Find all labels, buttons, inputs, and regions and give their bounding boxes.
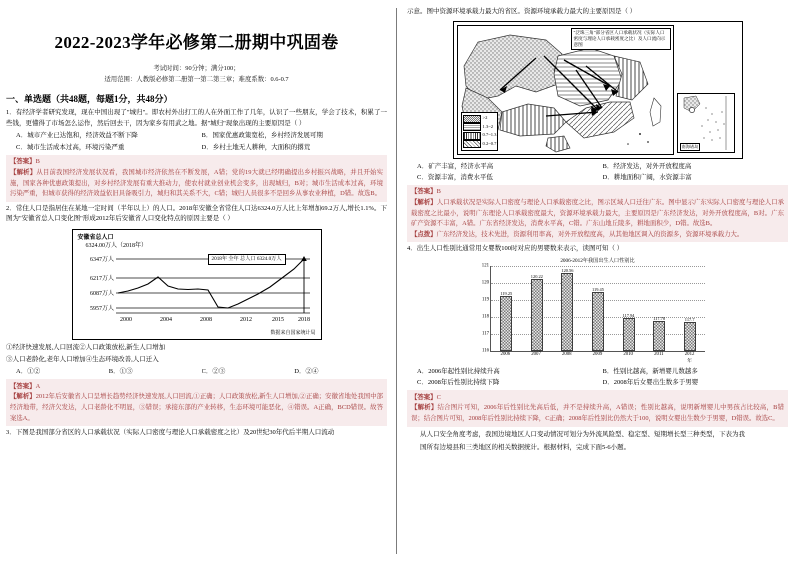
tip-text: 广东经济发达，技术先进，资源利用率高，对外开放程度高，从其他地区调入的资源多，资源环境承载力大。 (436, 230, 744, 238)
option-b[interactable]: B．国家优惠政策宽松，乡村经济发展可期 (201, 132, 323, 140)
legend-row (463, 132, 497, 140)
map-inset-south-china-sea (677, 93, 735, 153)
bar-value-label: 120.56 (561, 268, 574, 274)
option-c[interactable]: C．2008年后性别比持续下降 (417, 379, 500, 387)
svg-text:6217万人: 6217万人 (89, 276, 114, 282)
question-1-stem: 1．有经济学者研究发现，现在中国出现了"城归"。即农村外出打工的人在外面工作了几年，认识了一些朋友，学会了技术，积累了一些钱，更懂得了市场怎么运作，然后回去干，因为家乡有用武之地。据"城归"现象出现的主要原因是（ ） (6, 109, 387, 127)
passage-intro-line-2: 国所有边境县和三类地区的相关数据统计。根据材料，完成下面5-6小题。 (420, 444, 631, 452)
option-d[interactable]: D．②④ (294, 368, 319, 376)
bar-value-label: 117.7 (684, 317, 695, 323)
page-title: 2022-2023学年必修第二册期中巩固卷 (54, 33, 339, 52)
map-note-box: "泛珠三角"部分省区人口承载状况（实际人口密度与理论人口承载密度之比）及人口流向示意图 (571, 28, 671, 51)
question-2-options (6, 366, 387, 377)
legend-swatch-0-7-1-3 (463, 132, 481, 140)
answer-value: B (35, 158, 40, 166)
option-c[interactable]: C．资源丰富，消费水平低 (417, 173, 493, 181)
answer-label: 【答案】 (10, 158, 36, 166)
legend-row (463, 140, 497, 148)
analysis-line (10, 392, 383, 424)
answer-value: C (436, 393, 441, 401)
bar-value-label: 117.78 (653, 315, 666, 321)
option-a[interactable]: A．2006年起性别比持续升高 (417, 368, 500, 375)
bar-series (491, 266, 705, 351)
answer-line (10, 382, 383, 393)
answer-line (411, 393, 784, 404)
bar-chart-plot-area (481, 263, 705, 354)
bar-item (561, 266, 573, 351)
option-b[interactable]: B．性别比越高，新增婴儿数越多 (602, 368, 698, 375)
x-tick-label: 2007 (531, 352, 541, 357)
legend-label: 0.2~0.7 (482, 140, 497, 146)
y-tick-label: 121 (481, 263, 489, 269)
sex-ratio-bar-chart (453, 257, 743, 364)
bar-rect (531, 279, 543, 351)
line-chart-title (78, 234, 316, 250)
question-2-stem: 2．常住人口是指居住在某地一定时间（半年以上）的人口。2018年安徽全省常住人口达6324.0万人比上年增加69.2万人,增长1.1%。下图为"安徽省总人口变化图"形成2012年后安徽省人口变化特点的原因主要是（ ） (6, 204, 387, 223)
question-4-options (407, 366, 788, 388)
bar-rect (561, 273, 573, 351)
svg-text:6347万人: 6347万人 (89, 257, 114, 263)
analysis-line (411, 198, 784, 230)
analysis-label: 【解析】 (10, 168, 37, 176)
x-tick-label: 2008 (561, 352, 572, 357)
svg-text:5957万人: 5957万人 (89, 306, 114, 312)
question-3-stem-right: 示意。图中资源环境承载力最大的省区。资源环境承载力最大的主要原因是（ ） (407, 8, 637, 15)
x-axis-unit: 年 (687, 359, 692, 364)
answer-label: 【答案】 (411, 188, 437, 196)
answer-line (10, 157, 383, 168)
legend-swatch-0-2-0-7 (463, 140, 481, 148)
y-tick-label: 116 (481, 348, 489, 354)
line-chart-source: 数据来自国家统计局 (270, 331, 316, 336)
bar-rect (684, 322, 696, 351)
analysis-text: 从目前我国经济发展状况看，我国城市经济依然在不断发展，A错；党的19大就已经明确提出乡村振兴战略，并且开始实施，国家各种优惠政策提出，对乡村经济发展有重大推动力，使农村就业创业机会变多，出现城归，B对；城市生活成本过高，环境污染严重，但城市获得的经济效益依旧具备吸引力，城归和其关系不大，C错；城归人员很多不是回乡从事农业种植，D错。故选B。 (10, 168, 383, 198)
bar-chart-x-labels (490, 352, 705, 364)
x-tick-label: 2006 (500, 352, 511, 357)
map-main-panel (457, 25, 674, 155)
bar-value-label: 119.45 (592, 287, 604, 293)
map-legend (461, 112, 499, 151)
right-column (397, 0, 794, 562)
answer-label: 【答案】 (10, 382, 36, 390)
option-c[interactable]: C．②③ (201, 368, 226, 376)
analysis-line (10, 168, 383, 200)
y-tick-label: 119 (481, 297, 489, 303)
bar-value-label: 117.94 (622, 313, 635, 319)
svg-text:2018: 2018 (297, 317, 310, 323)
legend-row (463, 115, 497, 123)
question-4-stem: 4．出生人口性别比通常用女婴数100时对应的男婴数来表示，读图可知（ ） (407, 245, 624, 253)
line-chart-plot-area (78, 251, 316, 328)
answer-value: A (35, 382, 41, 390)
svg-text:2004: 2004 (159, 317, 172, 323)
map-inset-label: 南海诸岛 (681, 143, 699, 149)
svg-text:2000: 2000 (119, 317, 132, 323)
question-3-stem-left: 3．下图是我国部分省区的人口承载状况（实际人口密度与理论人口承载密度之比）及20世纪30年代后半期人口流动 (6, 429, 335, 437)
x-tick-last-year: 2012 (684, 352, 695, 357)
option-a[interactable]: A．矿产丰富，经济水平高 (417, 162, 494, 170)
bar-rect (623, 318, 635, 351)
svg-text:2015: 2015 (271, 317, 284, 323)
question-1-answer-block (6, 155, 387, 202)
option-b[interactable]: B．①③ (108, 368, 133, 376)
passage-intro-line-1: 从人口安全角度考虑，我国边境地区人口变动情况可划分为外流风险型、稳定型、短期增长型三种类型，下表为我 (420, 430, 745, 438)
svg-text:6087万人: 6087万人 (89, 291, 114, 297)
pearl-river-delta-map-figure (453, 21, 743, 159)
svg-text:2012: 2012 (239, 317, 252, 323)
option-c[interactable]: C．城市生活成本过高，环境污染严重 (16, 143, 125, 151)
y-tick-label: 118 (481, 314, 489, 320)
legend-label: >2 (482, 115, 488, 121)
line-chart-title-text: 安徽省总人口 (77, 234, 114, 241)
analysis-label: 【解析】 (10, 393, 36, 401)
answer-line (411, 187, 784, 198)
question-1-options (6, 130, 387, 152)
analysis-label: 【解析】 (411, 198, 437, 206)
analysis-label: 【解析】 (411, 404, 438, 412)
bar-item (592, 266, 604, 351)
bar-item (653, 266, 665, 351)
bar-rect (592, 292, 604, 351)
question-3-options (407, 161, 788, 183)
x-tick-label: 2011 (654, 352, 664, 357)
question-2-sub-options-2: ③人口老龄化,老年人口增加④生态环境改善,人口迁入 (6, 355, 159, 363)
answer-value: B (436, 188, 441, 196)
bar-rect (500, 296, 512, 351)
tip-label: 【点拨】 (411, 230, 437, 238)
line-chart-callout: 2018年 全年 总人口 6324.0万人 (208, 254, 286, 265)
y-tick-label: 120 (481, 280, 489, 286)
exam-info-line: 考试时间：90分钟；满分100； (153, 65, 240, 72)
analysis-text: 人口承载状况是实际人口密度与理论人口承载密度之比，图示区域人口迁往广东。图中显示广东实际人口密度与理论人口承载密度之比最小，说明广东理论人口承载密度最大，资源环境承载力最大，主要原因是广东经济发达，对外开放程度高，B对。广东矿产资源不丰富，A错。广东省经济发达，消费水平高，C错。广东山地丘陵多，耕地面积少，D错。故选B。 (411, 198, 785, 228)
option-d[interactable]: D．乡村土地无人耕种，大面积的撂荒 (201, 143, 311, 151)
option-d[interactable]: D．耕地面积广阔，水资源丰富 (602, 173, 692, 181)
analysis-line (411, 403, 784, 424)
analysis-text: 结合图片可知，2006年后性别比先高后低，并不是持续升高，A错误；性别比越高，说明新增婴儿中男孩占比较高，B错误；结合图片可知，2008年后性别比持续下降，C正确；2008年后性别比仍然大于100，说明女婴出生数少于男婴，D错误。故选C。 (411, 404, 784, 423)
x-tick-label (684, 352, 696, 364)
legend-swatch-1-3-2 (463, 123, 481, 131)
analysis-text: 2012年后安徽省人口呈增长趋势经济快速发展,人口回流,①正确；人口政策放松,新生人口增加,②正确；安徽省地处我国中部经济地带，经济欠发达，人口老龄化不明显，③错误；承接东部的产业转移，生态环境可能恶化，④错误。A正确，BCD错误。故答案选A。 (10, 393, 384, 422)
x-tick-label: 2009 (592, 352, 603, 357)
tip-line (411, 230, 784, 241)
answer-label: 【答案】 (411, 393, 437, 401)
y-tick-label: 117 (481, 331, 489, 337)
bar-rect (653, 321, 665, 351)
x-tick-label: 2010 (623, 352, 633, 357)
bar-value-label: 120.22 (530, 274, 543, 280)
bar-chart-title: 2006-2012年我国出生人口性别比 (560, 258, 635, 264)
bar-value-label: 119.25 (500, 290, 513, 296)
legend-label: 1.3~2 (482, 123, 494, 129)
bar-item (623, 266, 635, 351)
legend-label: 0.7~1.3 (482, 132, 497, 138)
question-4-answer-block (407, 390, 788, 426)
svg-text:2008: 2008 (199, 317, 212, 323)
legend-row (463, 123, 497, 131)
option-a[interactable]: A．①② (16, 368, 41, 376)
exam-scope-line: 适用范围：人教版必修第二册第一第二第三章；难度系数：0.6-0.7 (104, 76, 289, 84)
line-chart-subtitle: 6324.00万人（2018年） (85, 242, 148, 249)
question-2-answer-block (6, 379, 387, 426)
bar-item (531, 266, 543, 351)
option-a[interactable]: A．城市产业已达饱和，经济效益不断下降 (16, 132, 138, 140)
question-2-sub-options-1: ①经济快速发展,人口回流②人口政策放松,新生人口增加 (6, 344, 166, 351)
bar-item (684, 266, 696, 351)
option-d[interactable]: D．2008年后女婴出生数多于男婴 (602, 379, 699, 387)
bar-item (500, 266, 512, 351)
option-b[interactable]: B．经济发达，对外开放程度高 (602, 162, 692, 170)
question-3-answer-block (407, 185, 788, 243)
section-heading: 一、单选题（共48题，每题1分，共48分） (6, 94, 173, 105)
anhui-population-line-chart (72, 229, 322, 340)
legend-swatch-gt2 (463, 115, 481, 123)
